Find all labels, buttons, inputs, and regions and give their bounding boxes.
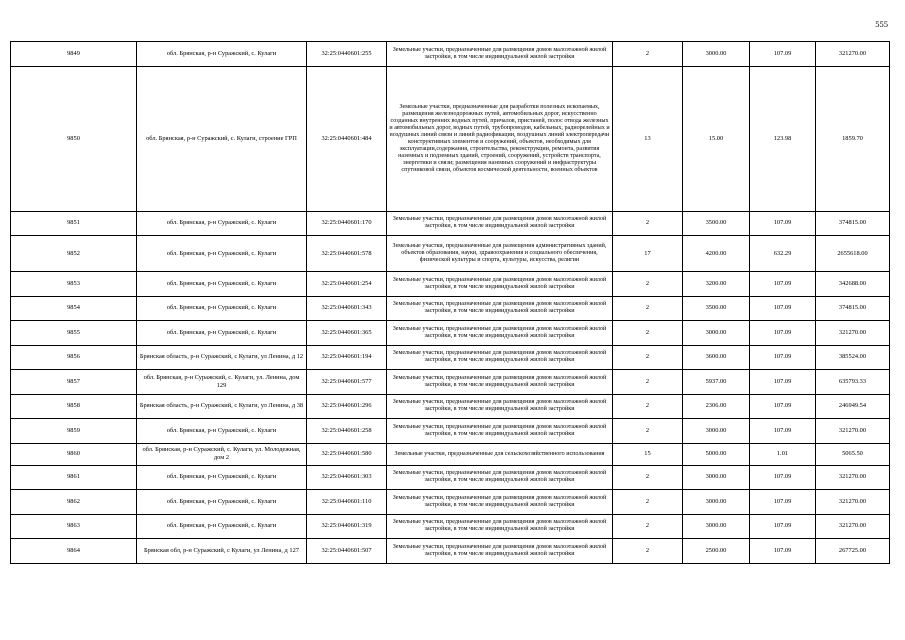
- table-row: [11, 419, 890, 444]
- land-use-cell: Земельные участки, предназначенные для размещения домов малоэтажной жилой застройки, в том числе индивидуальной жилой застройки: [387, 370, 613, 395]
- cadastral-number-cell: 9860: [11, 443, 137, 465]
- cadastral-value-cell: 321270.00: [816, 419, 890, 444]
- group-cell: 17: [613, 236, 683, 272]
- area-cell: 5937.00: [683, 370, 750, 395]
- area-cell: 3000.00: [683, 514, 750, 539]
- address-cell: обл. Брянская, р-н Суражский, с. Кулаги: [137, 272, 307, 297]
- cadastral-number-cell: 9854: [11, 296, 137, 321]
- rate-cell: 107.09: [750, 272, 816, 297]
- land-use-cell: Земельные участки, предназначенные для сельскохозяйственного использования: [387, 443, 613, 465]
- group-cell: 2: [613, 296, 683, 321]
- cadastral-number-cell: 9858: [11, 394, 137, 419]
- address-cell: обл. Брянская, р-н Суражский, с. Кулаги, ул. Ленина, дом 129: [137, 370, 307, 395]
- cadastral-value-cell: 267725.00: [816, 539, 890, 564]
- land-use-cell: Земельные участки, предназначенные для размещения домов малоэтажной жилой застройки, в том числе индивидуальной жилой застройки: [387, 321, 613, 346]
- area-cell: 5000.00: [683, 443, 750, 465]
- address-cell: обл. Брянская, р-н Суражский, с. Кулаги: [137, 514, 307, 539]
- land-use-cell: Земельные участки, предназначенные для размещения домов малоэтажной жилой застройки, в том числе индивидуальной жилой застройки: [387, 514, 613, 539]
- cadastral-value-cell: 321270.00: [816, 490, 890, 515]
- address-cell: обл. Брянская, р-н Суражский, с. Кулаги, ул. Молодежная, дом 2: [137, 443, 307, 465]
- area-cell: 3600.00: [683, 345, 750, 370]
- cadastral-id-cell: 32:25:0440601:507: [307, 539, 387, 564]
- table-row: [11, 514, 890, 539]
- address-cell: обл. Брянская, р-н Суражский, с. Кулаги: [137, 296, 307, 321]
- rate-cell: 107.09: [750, 465, 816, 490]
- group-cell: 15: [613, 443, 683, 465]
- cadastral-number-cell: 9856: [11, 345, 137, 370]
- cadastral-id-cell: 32:25:0440601:194: [307, 345, 387, 370]
- cadastral-number-cell: 9855: [11, 321, 137, 346]
- area-cell: 3000.00: [683, 465, 750, 490]
- cadastral-number-cell: 9864: [11, 539, 137, 564]
- table-row: [11, 345, 890, 370]
- table-row: [11, 490, 890, 515]
- land-use-cell: Земельные участки, предназначенные для размещения административных зданий, объектов образования, науки, здравоохранения и социального обеспечения, физической культуры и спорта, культуры, искусства, религии: [387, 236, 613, 272]
- cadastral-value-cell: 2655618.00: [816, 236, 890, 272]
- cadastral-number-cell: 9862: [11, 490, 137, 515]
- table-row: [11, 236, 890, 272]
- cadastral-id-cell: 32:25:0440601:170: [307, 211, 387, 236]
- table-row: [11, 370, 890, 395]
- group-cell: 2: [613, 272, 683, 297]
- address-cell: Брянская область, р-н Суражский, с Кулаги, ул Ленина, д 38: [137, 394, 307, 419]
- land-registry-table: [10, 41, 890, 564]
- cadastral-number-cell: 9859: [11, 419, 137, 444]
- cadastral-value-cell: 374815.00: [816, 296, 890, 321]
- area-cell: 3000.00: [683, 321, 750, 346]
- cadastral-value-cell: 321270.00: [816, 514, 890, 539]
- cadastral-id-cell: 32:25:0440601:110: [307, 490, 387, 515]
- table-row: [11, 443, 890, 465]
- cadastral-value-cell: 635793.33: [816, 370, 890, 395]
- land-use-cell: Земельные участки, предназначенные для размещения домов малоэтажной жилой застройки, в том числе индивидуальной жилой застройки: [387, 490, 613, 515]
- group-cell: 2: [613, 211, 683, 236]
- cadastral-value-cell: 321270.00: [816, 465, 890, 490]
- rate-cell: 107.09: [750, 296, 816, 321]
- group-cell: 2: [613, 419, 683, 444]
- cadastral-number-cell: 9849: [11, 42, 137, 67]
- rate-cell: 107.09: [750, 370, 816, 395]
- land-use-cell: Земельные участки, предназначенные для размещения домов малоэтажной жилой застройки, в том числе индивидуальной жилой застройки: [387, 272, 613, 297]
- cadastral-id-cell: 32:25:0440601:258: [307, 419, 387, 444]
- rate-cell: 107.09: [750, 42, 816, 67]
- table-row: [11, 211, 890, 236]
- cadastral-id-cell: 32:25:0440601:580: [307, 443, 387, 465]
- group-cell: 13: [613, 66, 683, 211]
- group-cell: 2: [613, 465, 683, 490]
- table-row: [11, 272, 890, 297]
- land-use-cell: Земельные участки, предназначенные для размещения домов малоэтажной жилой застройки, в том числе индивидуальной жилой застройки: [387, 465, 613, 490]
- area-cell: 2500.00: [683, 539, 750, 564]
- address-cell: Брянская обл, р-н Суражский, с Кулаги, ул Ленина, д 127: [137, 539, 307, 564]
- address-cell: обл. Брянская, р-н Суражский, с. Кулаги: [137, 211, 307, 236]
- address-cell: обл. Брянская, р-н Суражский, с. Кулаги: [137, 42, 307, 67]
- cadastral-number-cell: 9852: [11, 236, 137, 272]
- land-use-cell: Земельные участки, предназначенные для размещения домов малоэтажной жилой застройки, в том числе индивидуальной жилой застройки: [387, 345, 613, 370]
- cadastral-id-cell: 32:25:0440601:255: [307, 42, 387, 67]
- address-cell: Брянская область, р-н Суражский, с Кулаги, ул Ленина, д 12: [137, 345, 307, 370]
- table-row: [11, 296, 890, 321]
- cadastral-id-cell: 32:25:0440601:319: [307, 514, 387, 539]
- table-row: [11, 394, 890, 419]
- table-row: [11, 66, 890, 211]
- cadastral-id-cell: 32:25:0440601:365: [307, 321, 387, 346]
- rate-cell: 107.09: [750, 490, 816, 515]
- cadastral-value-cell: 374815.00: [816, 211, 890, 236]
- rate-cell: 107.09: [750, 514, 816, 539]
- rate-cell: 107.09: [750, 211, 816, 236]
- page-number: 555: [875, 19, 888, 29]
- rate-cell: 123.98: [750, 66, 816, 211]
- area-cell: 3200.00: [683, 272, 750, 297]
- area-cell: 3500.00: [683, 211, 750, 236]
- land-use-cell: Земельные участки, предназначенные для размещения домов малоэтажной жилой застройки, в том числе индивидуальной жилой застройки: [387, 296, 613, 321]
- group-cell: 2: [613, 42, 683, 67]
- rate-cell: 107.09: [750, 419, 816, 444]
- address-cell: обл. Брянская, р-н Суражский, с. Кулаги: [137, 321, 307, 346]
- rate-cell: 107.09: [750, 394, 816, 419]
- cadastral-value-cell: 5065.50: [816, 443, 890, 465]
- group-cell: 2: [613, 539, 683, 564]
- cadastral-id-cell: 32:25:0440601:254: [307, 272, 387, 297]
- cadastral-value-cell: 321270.00: [816, 321, 890, 346]
- cadastral-number-cell: 9861: [11, 465, 137, 490]
- group-cell: 2: [613, 394, 683, 419]
- table-body: [11, 42, 890, 564]
- rate-cell: 107.09: [750, 345, 816, 370]
- land-use-cell: Земельные участки, предназначенные для разработки полезных ископаемых, размещения железнодорожных путей, автомобильных дорог, искусственно созданных внутренних водных путей, причалов, пристаней, полос отвода железных и автомобильных дорог, водных путей, трубопроводов, кабельных, радиорелейных и воздушных линий связи и линий радиофикации, воздушных линий электропередачи конструктивных элементов и сооружений, объектов, необходимых для эксплуатации,содержания, строительства, реконструкции, ремонта, развития наземных и подземных зданий, строений, сооружений, устройств транспорта, энергетики и связи; размещения наземных сооружений и инфраструктуры спутниковой связи, объектов космической деятельности, военных объектов: [387, 66, 613, 211]
- table-row: [11, 321, 890, 346]
- cadastral-id-cell: 32:25:0440601:578: [307, 236, 387, 272]
- address-cell: обл. Брянская, р-н Суражский, с. Кулаги: [137, 490, 307, 515]
- address-cell: обл. Брянская, р-н Суражский, с. Кулаги: [137, 465, 307, 490]
- group-cell: 2: [613, 321, 683, 346]
- rate-cell: 107.09: [750, 321, 816, 346]
- cadastral-number-cell: 9853: [11, 272, 137, 297]
- land-use-cell: Земельные участки, предназначенные для размещения домов малоэтажной жилой застройки, в том числе индивидуальной жилой застройки: [387, 419, 613, 444]
- area-cell: 3500.00: [683, 296, 750, 321]
- land-use-cell: Земельные участки, предназначенные для размещения домов малоэтажной жилой застройки, в том числе индивидуальной жилой застройки: [387, 211, 613, 236]
- area-cell: 3000.00: [683, 490, 750, 515]
- rate-cell: 632.29: [750, 236, 816, 272]
- area-cell: 3000.00: [683, 42, 750, 67]
- cadastral-value-cell: 342688.00: [816, 272, 890, 297]
- table-row: [11, 42, 890, 67]
- area-cell: 4200.00: [683, 236, 750, 272]
- cadastral-value-cell: 321270.00: [816, 42, 890, 67]
- area-cell: 2306.00: [683, 394, 750, 419]
- cadastral-id-cell: 32:25:0440601:303: [307, 465, 387, 490]
- rate-cell: 107.09: [750, 539, 816, 564]
- cadastral-number-cell: 9857: [11, 370, 137, 395]
- cadastral-number-cell: 9850: [11, 66, 137, 211]
- cadastral-value-cell: 1859.70: [816, 66, 890, 211]
- table-row: [11, 539, 890, 564]
- cadastral-id-cell: 32:25:0440601:296: [307, 394, 387, 419]
- cadastral-number-cell: 9851: [11, 211, 137, 236]
- cadastral-id-cell: 32:25:0440601:577: [307, 370, 387, 395]
- group-cell: 2: [613, 514, 683, 539]
- land-use-cell: Земельные участки, предназначенные для размещения домов малоэтажной жилой застройки, в том числе индивидуальной жилой застройки: [387, 539, 613, 564]
- group-cell: 2: [613, 370, 683, 395]
- area-cell: 3000.00: [683, 419, 750, 444]
- cadastral-number-cell: 9863: [11, 514, 137, 539]
- cadastral-value-cell: 385524.00: [816, 345, 890, 370]
- cadastral-value-cell: 246949.54: [816, 394, 890, 419]
- address-cell: обл. Брянская, р-н Суражский, с. Кулаги: [137, 236, 307, 272]
- land-use-cell: Земельные участки, предназначенные для размещения домов малоэтажной жилой застройки, в том числе индивидуальной жилой застройки: [387, 394, 613, 419]
- table-row: [11, 465, 890, 490]
- address-cell: обл. Брянская, р-н Суражский, с. Кулаги, строение ГРП: [137, 66, 307, 211]
- address-cell: обл. Брянская, р-н Суражский, с. Кулаги: [137, 419, 307, 444]
- cadastral-id-cell: 32:25:0440601:343: [307, 296, 387, 321]
- group-cell: 2: [613, 490, 683, 515]
- cadastral-id-cell: 32:25:0440601:484: [307, 66, 387, 211]
- group-cell: 2: [613, 345, 683, 370]
- rate-cell: 1.01: [750, 443, 816, 465]
- area-cell: 15.00: [683, 66, 750, 211]
- land-use-cell: Земельные участки, предназначенные для размещения домов малоэтажной жилой застройки, в том числе индивидуальной жилой застройки: [387, 42, 613, 67]
